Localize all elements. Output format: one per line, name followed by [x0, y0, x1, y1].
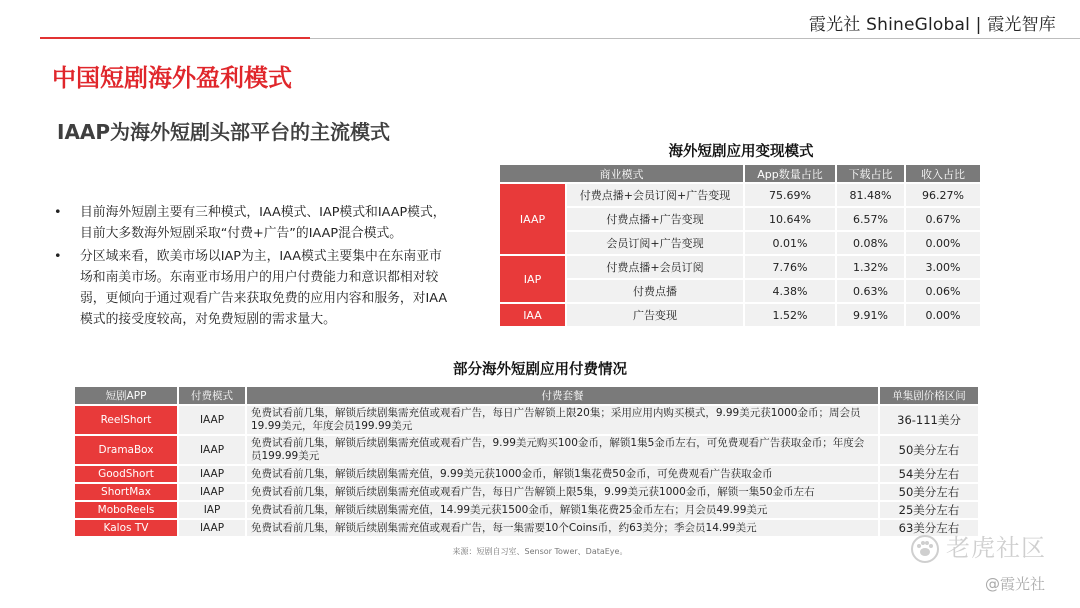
revenue-share-cell: 3.00%: [906, 256, 982, 280]
revenue-share-cell: 0.00%: [906, 232, 982, 256]
table-row: [75, 436, 980, 466]
header-accent-line: [40, 37, 310, 39]
revenue-share-cell: 0.00%: [906, 304, 982, 328]
model-cell: 付费点播+会员订阅: [567, 256, 745, 280]
table-header-row: [500, 165, 982, 184]
watermark-community: [910, 528, 1046, 564]
table-row: [75, 520, 980, 538]
app-share-cell: 7.76%: [745, 256, 837, 280]
price-cell: 50美分左右: [880, 436, 980, 466]
table-row: [500, 304, 982, 328]
watermark-handle: @霞光社: [985, 575, 1046, 593]
app-share-cell: 75.69%: [745, 184, 837, 208]
model-cell: 付费点播+会员订阅+广告变现: [567, 184, 745, 208]
table-row: [500, 280, 982, 304]
payment-mode-cell: IAAP: [179, 436, 247, 466]
header-revenue-share: 收入占比: [906, 165, 982, 184]
bullet-text: 目前海外短剧主要有三种模式，IAA模式、IAP模式和IAAP模式，目前大多数海外短剧采取“付费+广告”的IAAP混合模式。: [80, 205, 446, 241]
payment-table-title: 部分海外短剧应用付费情况: [453, 362, 627, 378]
brand-logo-text: 霞光社 ShineGlobal | 霞光智库: [808, 15, 1056, 35]
mode-cell: IAA: [500, 304, 567, 328]
app-name-cell: GoodShort: [75, 466, 179, 484]
paw-icon: [910, 534, 940, 564]
bullet-item: [52, 202, 452, 244]
table-row: [500, 184, 982, 208]
package-cell: 免费试看前几集，解锁后续剧集需充值，9.99美元获1000金币，解锁1集花费50金币，可免费观看广告获取金币: [247, 466, 880, 484]
header-app-share: App数量占比: [745, 165, 837, 184]
payment-mode-cell: IAAP: [179, 484, 247, 502]
price-cell: 54美分左右: [880, 466, 980, 484]
app-name-cell: ShortMax: [75, 484, 179, 502]
header-price-range: 单集剧价格区间: [880, 387, 980, 406]
table-row: [75, 406, 980, 436]
table-row: [500, 208, 982, 232]
download-share-cell: 6.57%: [837, 208, 906, 232]
header-download-share: 下载占比: [837, 165, 906, 184]
revenue-share-cell: 0.67%: [906, 208, 982, 232]
table-row: [75, 484, 980, 502]
download-share-cell: 0.08%: [837, 232, 906, 256]
model-cell: 付费点播+广告变现: [567, 208, 745, 232]
watermark-community-text: 老虎社区: [946, 534, 1046, 562]
payment-mode-cell: IAAP: [179, 406, 247, 436]
download-share-cell: 0.63%: [837, 280, 906, 304]
table-row: [500, 232, 982, 256]
model-cell: 会员订阅+广告变现: [567, 232, 745, 256]
bullet-symbol: •: [54, 249, 62, 264]
price-cell: 63美分左右: [880, 520, 980, 538]
table-row: [75, 466, 980, 484]
model-cell: 广告变现: [567, 304, 745, 328]
header-payment-mode: 付费模式: [179, 387, 247, 406]
model-cell: 付费点播: [567, 280, 745, 304]
download-share-cell: 9.91%: [837, 304, 906, 328]
download-share-cell: 81.48%: [837, 184, 906, 208]
app-name-cell: Kalos TV: [75, 520, 179, 538]
app-share-cell: 1.52%: [745, 304, 837, 328]
header-app: 短剧APP: [75, 387, 179, 406]
page-title: 中国短剧海外盈利模式: [52, 64, 292, 92]
payment-table: [75, 387, 980, 538]
app-name-cell: MoboReels: [75, 502, 179, 520]
mode-cell: IAAP: [500, 184, 567, 256]
package-cell: 免费试看前几集，解锁后续剧集需充值或观看广告，每日广告解锁上限5集，9.99美元获1000金币，解锁一集50金币左右: [247, 484, 880, 502]
app-share-cell: 0.01%: [745, 232, 837, 256]
payment-mode-cell: IAAP: [179, 520, 247, 538]
app-name-cell: DramaBox: [75, 436, 179, 466]
package-cell: 免费试看前几集，解锁后续剧集需充值或观看广告，每日广告解锁上限20集；采用应用内购买模式，9.99美元获1000金币；周会员19.99美元，年度会员199.99美元: [247, 406, 880, 436]
table-header-row: [75, 387, 980, 406]
revenue-share-cell: 96.27%: [906, 184, 982, 208]
monetization-table: [500, 165, 982, 328]
app-name-cell: ReelShort: [75, 406, 179, 436]
payment-mode-cell: IAP: [179, 502, 247, 520]
bullet-text: 分区域来看，欧美市场以IAP为主，IAA模式主要集中在东南亚市场和南美市场。东南亚市场用户的用户付费能力和意识都相对较弱，更倾向于通过观看广告来获取免费的应用内容和服务，对IAA模式的接受度较高，对免费短剧的需求量大。: [80, 249, 448, 327]
package-cell: 免费试看前几集，解锁后续剧集需充值或观看广告，9.99美元购买100金币，解锁1集5金币左右，可免费观看广告获取金币；年度会员199.99美元: [247, 436, 880, 466]
bullet-symbol: •: [54, 205, 62, 220]
download-share-cell: 1.32%: [837, 256, 906, 280]
package-cell: 免费试看前几集，解锁后续剧集需充值或观看广告，每一集需要10个Coins币，约63美分；季会员14.99美元: [247, 520, 880, 538]
price-cell: 25美分左右: [880, 502, 980, 520]
revenue-share-cell: 0.06%: [906, 280, 982, 304]
table-row: [500, 256, 982, 280]
app-share-cell: 10.64%: [745, 208, 837, 232]
table-row: [75, 502, 980, 520]
bullet-item: [52, 246, 452, 330]
header-mode: 商业模式: [500, 165, 745, 184]
price-cell: 36-111美分: [880, 406, 980, 436]
header-package: 付费套餐: [247, 387, 880, 406]
payment-mode-cell: IAAP: [179, 466, 247, 484]
package-cell: 免费试看前几集，解锁后续剧集需充值，14.99美元获1500金币，解锁1集花费25金币左右；月会员49.99美元: [247, 502, 880, 520]
app-share-cell: 4.38%: [745, 280, 837, 304]
mode-cell: IAP: [500, 256, 567, 304]
header-divider: [310, 38, 1080, 39]
monetization-table-title: 海外短剧应用变现模式: [668, 144, 814, 160]
source-note: 来源：短剧自习室、Sensor Tower、DataEye。: [452, 547, 628, 556]
price-cell: 50美分左右: [880, 484, 980, 502]
page-subtitle: IAAP为海外短剧头部平台的主流模式: [57, 120, 391, 144]
bullet-list: [52, 202, 452, 332]
